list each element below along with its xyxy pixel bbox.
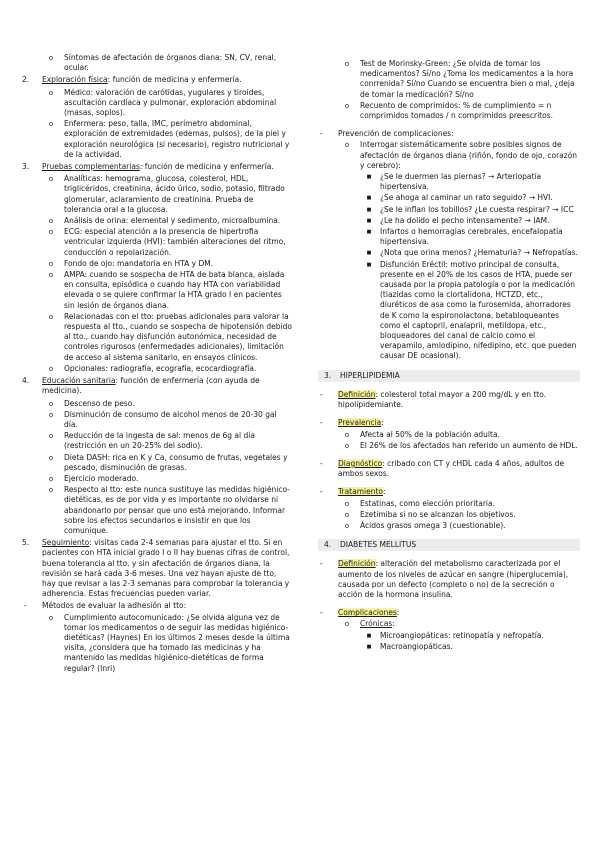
dash-bullet-icon: -	[320, 559, 323, 569]
section-title: Educación sanitaria	[42, 376, 116, 386]
item-text: AMPA: cuando se sospecha de HTA de bata blanca, aislada en consulta, episódica o cuando hay HTA con variabilidad elevada o se quiere confirmar la HTA grado I en pacientes sin lesión de órganos diana.	[64, 270, 285, 310]
bullet-circle-icon: o	[48, 613, 54, 622]
section-number: 4.	[324, 540, 332, 550]
bullet-circle-icon: o	[48, 399, 54, 408]
item-text: Opcionales: radiografía, ecografía, ecocardiografía.	[64, 363, 257, 373]
sub-list-item	[318, 205, 580, 215]
list-item	[22, 119, 292, 160]
sub-list-item	[318, 227, 580, 247]
section-number: 5.	[22, 538, 30, 548]
list-item	[22, 485, 292, 536]
treatment-text: :	[382, 487, 386, 497]
item-text: Interrogar sistemáticamente sobre posibles signos de afectación de órganos diana (riñón, fondo de ojo, corazón y cerebro):	[360, 140, 578, 170]
item-text: Síntomas de afectación de órganos diana: SN, CV, renal, ocular.	[64, 53, 277, 73]
right-column	[318, 58, 580, 653]
prevention-title: Prevención de complicaciones:	[338, 129, 454, 139]
bullet-circle-icon: o	[48, 312, 54, 321]
complications-text: :	[396, 608, 400, 618]
dash-bullet-icon: -	[320, 129, 323, 139]
list-item	[22, 410, 292, 430]
bullet-circle-icon: o	[48, 410, 54, 419]
methods-heading	[22, 601, 292, 611]
diagnosis-label: Diagnóstico	[338, 458, 383, 468]
prevalence-label: Prevalencia	[338, 418, 382, 428]
bullet-circle-icon: o	[48, 364, 54, 373]
item-text: Infartos o hemorragias cerebrales, encefalopatía hipertensiva.	[380, 227, 563, 247]
bullet-circle-icon: o	[48, 271, 54, 280]
item-text: Disfunción Eréctil: motivo principal de consulta, presente en el 20% de los casos de HTA, puede ser causada por la propia patología o por la medicación (tiazidas como la clortalidona, HCTZD, etc., diuréticos de asa como la furosemida, ahorradores de K como la espironolactona, betabloqueantes como el captopril, enalapril, metildopa, etc., bloqueadores del canal de calcio como el verapamilo, amlodipino, nifedipino, etc. que pueden causar DE ocasional).	[380, 259, 577, 361]
item-text: Analíticas: hemograma, glucosa, colesterol, HDL, triglicéridos, creatinina, ácido úrico, sodio, potasio, filtrado glomerular, aclaramiento de creatinina. Prueba de tolerancia oral a la glucosa.	[64, 174, 285, 214]
bullet-circle-icon: o	[48, 120, 54, 129]
diagnosis-block	[318, 459, 580, 479]
definition-text: : alteración del metabolismo caracterizada por el aumento de los niveles de azúcar en sangre (hiperglucemia), causada por un defecto (completo o no) de la secreción o acción de la hormona insulina.	[338, 559, 569, 599]
bullet-circle-icon: o	[344, 499, 350, 508]
bullet-circle-icon: o	[48, 217, 54, 226]
bullet-circle-icon: o	[48, 474, 54, 483]
dash-bullet-icon: -	[320, 389, 323, 399]
complications-label: Complicaciones	[338, 608, 397, 618]
list-item	[318, 430, 580, 440]
section-title: HIPERLIPIDEMIA	[340, 370, 400, 380]
bullet-circle-icon: o	[48, 88, 54, 97]
item-text: Disminución de consumo de alcohol menos de 20-30 gal día.	[64, 409, 277, 429]
treatment-block	[318, 487, 580, 497]
square-bullet-icon: ■	[366, 174, 372, 181]
bullet-circle-icon: o	[48, 486, 54, 495]
square-bullet-icon: ■	[366, 261, 372, 268]
dash-bullet-icon: -	[320, 458, 323, 468]
section-exploracion	[22, 75, 292, 85]
list-item	[318, 521, 580, 531]
sub-list-item	[318, 216, 580, 226]
list-item	[22, 270, 292, 311]
item-text: Fondo de ojo: mandatoria en HTA y DM.	[64, 258, 214, 268]
bullet-circle-icon: o	[48, 228, 54, 237]
section-number: 4.	[22, 376, 30, 386]
square-bullet-icon: ■	[366, 632, 372, 639]
dash-bullet-icon: -	[320, 608, 323, 618]
list-item	[22, 259, 292, 269]
item-text: Análisis de orina: elemental y sedimento, microalbumina.	[64, 216, 281, 226]
dm-definition-block	[318, 559, 580, 600]
bullet-circle-icon: o	[344, 441, 350, 450]
bullet-circle-icon: o	[48, 453, 54, 462]
bullet-circle-icon: o	[344, 101, 350, 110]
item-text: Ezetimiba si no se alcanzan los objetivos.	[360, 509, 516, 519]
square-bullet-icon: ■	[366, 217, 372, 224]
bullet-circle-icon: o	[48, 432, 54, 441]
section-text: : función de medicina y enfermería.	[107, 75, 242, 85]
definition-label: Definición	[338, 559, 376, 569]
square-bullet-icon: ■	[366, 195, 372, 202]
item-text: Médico: valoración de carótidas, yugulares y tiroides, ascultación cardíaca y pulmonar, exploración abdominal (masas, soplos).	[64, 87, 277, 118]
dash-bullet-icon: -	[320, 487, 323, 497]
list-item	[318, 441, 580, 451]
item-text: Microangiopáticas: retinopatía y nefropatía.	[380, 630, 544, 640]
cronicas-text: :	[392, 619, 395, 629]
dash-bullet-icon: -	[320, 418, 323, 428]
list-item	[22, 474, 292, 484]
section-pruebas	[22, 162, 292, 172]
item-text: Recuento de comprimidos: % de cumplimiento = n comprimidos tomados / n comprimidos preescritos.	[360, 100, 554, 121]
list-item	[318, 59, 580, 100]
bullet-circle-icon: o	[48, 259, 54, 268]
item-text: Afecta al 50% de la población adulta.	[360, 429, 500, 439]
sub-list-item	[318, 193, 580, 203]
item-text: Estatinas, como elección prioritaria.	[360, 498, 495, 508]
list-item	[318, 499, 580, 509]
section-number: 2.	[22, 75, 30, 85]
sub-list-item	[318, 260, 580, 362]
item-text: ¿Le ha dolido el pecho intensamente? → IAM.	[380, 215, 550, 225]
sub-list-item	[318, 631, 580, 641]
list-item	[22, 312, 292, 363]
dash-bullet-icon: -	[24, 601, 27, 611]
item-text: Macroangiopáticas.	[380, 641, 453, 651]
complications-block	[318, 608, 580, 618]
section-text: : visitas cada 2-4 semanas para ajustar el tto. Si en pacientes con HTA inicial grado I o II hay buenas cifras de control, buena tolerancia al tto. y sin afectación de órganos diana, la revisión se hará cada 3-6 meses. Una vez hayan ajuste de tto, hay que revisar a las 2-3 semanas para comprobar la tolerancia y adherencia. Estas frecuencias pueden variar.	[42, 538, 290, 599]
list-item	[22, 453, 292, 473]
sub-list-item	[318, 172, 580, 192]
item-text: ECG: especial atención a la presencia de hipertrofia ventricular izquierda (HVI): también alteraciones del ritmo, conducción o repolarización.	[64, 227, 286, 257]
bullet-circle-icon: o	[344, 430, 350, 439]
item-text: ¿Se le duermen las piernas? → Arteriopatía hipertensiva.	[380, 172, 542, 192]
item-text: El 26% de los afectados han referido un aumento de HDL.	[360, 440, 578, 450]
methods-title: Métodos de evaluar la adhesión al tto:	[42, 601, 187, 611]
item-text: Relacionadas con el tto: pruebas adicionales para valorar la respuesta al tto., cuando se sospecha de hipotensión debido al tto., cuando hay disfunción autonómica, necesidad de controles rigurosos (enfermedades adicionales), limitación de acceso al sistema sanitario, en ensayos clínicos.	[64, 311, 292, 362]
sub-list-item	[318, 248, 580, 258]
bullet-circle-icon: o	[48, 175, 54, 184]
section-number: 3.	[324, 370, 332, 380]
list-item	[22, 216, 292, 226]
list-item	[22, 88, 292, 119]
prevention-heading	[318, 129, 580, 139]
item-text: ¿Nota que orina menos? ¿Hematuria? → Nefropatías.	[380, 248, 578, 258]
item-text: Ácidos grasos omega 3 (cuestionable).	[360, 520, 506, 530]
item-text: Test de Morinsky-Green: ¿Se olvida de tomar los medicamentos? Sí/no ¿Toma los medicamentos a la hora conrrenida? Sí/no Cuando se encuentra bien o mal, ¿deja de tomar la medicación? Sí/no	[360, 59, 575, 99]
list-item	[318, 101, 580, 121]
section-text: : función de enfermería (con ayuda de medicina).	[42, 376, 260, 396]
square-bullet-icon: ■	[366, 206, 372, 213]
list-item	[22, 227, 292, 258]
definition-block	[318, 390, 580, 410]
cronicas-label: Crónicas	[360, 619, 393, 629]
list-item	[318, 140, 580, 171]
list-item	[22, 174, 292, 215]
item-text: Ejercicio moderado.	[64, 473, 139, 483]
item-text: ¿Se le inflan los tobillos? ¿Le cuesta respirar? → ICC	[380, 204, 574, 214]
section-title: DIABETES MELLITUS	[340, 540, 417, 550]
section-header-diabetes	[318, 539, 580, 551]
section-header-hiperlipidemia	[318, 370, 580, 382]
section-text: : función de medicina y enfermería.	[139, 162, 274, 172]
definition-text: : colesterol total mayor a 200 mg/dL y en tto. hipolipidemiante.	[338, 389, 547, 410]
list-item	[318, 619, 580, 629]
sub-list-item	[318, 642, 580, 652]
section-educacion	[22, 376, 292, 396]
square-bullet-icon: ■	[366, 229, 372, 236]
item-text: Respecto al tto: este nunca sustituye las medidas higiénico-dietéticas, es de por vida y es importante no olvidarse ni abandonarlo por pensar que uno está mejorando. Informar sobre los efectos secundarios e insistir en que los comunique.	[64, 485, 290, 535]
list-item	[318, 510, 580, 520]
list-item	[22, 53, 292, 73]
definition-label: Definición	[338, 389, 376, 399]
list-item	[22, 613, 292, 674]
section-seguimiento	[22, 538, 292, 599]
item-text: Cumplimiento autocomunicado: ¿Se olvida alguna vez de tomar los medicamentos o de seguir las medidas higiénico-dietéticas? (Haynes) En los últimos 2 meses desde la última visita, ¿considera que ha tomado las medicinas y ha mantenido las medidas higiénico-dietéticas de forma regular? (Inri)	[64, 612, 290, 673]
item-text: ¿Se ahoga al caminar un rato seguido? → HVI.	[380, 193, 553, 203]
bullet-circle-icon: o	[344, 141, 350, 150]
section-number: 3.	[22, 162, 30, 172]
section-title: Seguimiento	[42, 538, 90, 548]
square-bullet-icon: ■	[366, 250, 372, 257]
bullet-circle-icon: o	[48, 54, 54, 62]
list-item	[22, 399, 292, 409]
bullet-circle-icon: o	[344, 620, 350, 629]
item-text: Descenso de peso.	[64, 398, 135, 408]
item-text: Enfermera: peso, talla, IMC, perímetro abdominal, exploración de extremidades (edemas, pulsos), de la piel y exploración neurológica (si necesario), registro nutricional y de la actividad.	[64, 119, 290, 159]
item-text: Dieta DASH: rica en K y Ca, consumo de frutas, vegetales y pescado, disminución de grasas.	[64, 452, 288, 472]
diagnosis-text: : cribado con CT y cHDL cada 4 años, adultos de ambos sexos.	[338, 458, 565, 479]
item-text: Reducción de la ingesta de sal: menos de 6g al día (restricción en un 20-25% del sodio).	[64, 431, 255, 451]
bullet-circle-icon: o	[344, 521, 350, 530]
bullet-circle-icon: o	[344, 60, 350, 68]
prevalence-text: :	[381, 418, 384, 428]
left-column	[22, 52, 292, 675]
section-title: Pruebas complementarias	[42, 162, 140, 172]
bullet-circle-icon: o	[344, 510, 350, 519]
section-title: Exploración física	[42, 75, 108, 85]
prevalence-block	[318, 418, 580, 428]
list-item	[22, 364, 292, 374]
treatment-label: Tratamiento	[338, 487, 383, 497]
list-item	[22, 431, 292, 451]
square-bullet-icon: ■	[366, 643, 372, 650]
